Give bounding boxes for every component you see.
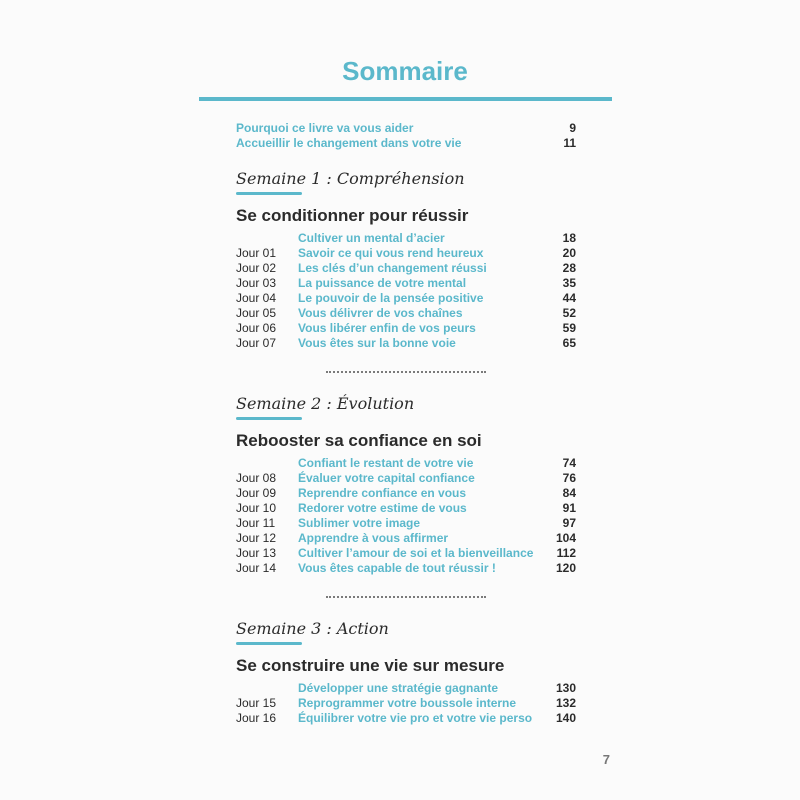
toc-row[interactable] — [236, 321, 576, 336]
title-underline — [199, 97, 612, 101]
week-heading-underline — [236, 192, 302, 195]
toc-row[interactable] — [236, 546, 576, 561]
toc-day: Jour 09 — [236, 486, 277, 500]
toc-row[interactable] — [236, 136, 576, 151]
toc-row[interactable] — [236, 561, 576, 576]
section-title: Se conditionner pour réussir — [236, 206, 469, 225]
toc-label: Équilibrer votre vie pro et votre vie perso — [298, 711, 533, 725]
toc-day: Jour 01 — [236, 246, 277, 260]
week-heading-underline — [236, 642, 302, 645]
toc-page: 112 — [556, 546, 576, 560]
toc-label: Vous êtes capable de tout réussir ! — [298, 561, 496, 575]
toc-page: 44 — [562, 291, 576, 305]
toc-page: 104 — [555, 531, 576, 545]
toc-row[interactable] — [236, 516, 576, 531]
toc-label: Développer une stratégie gagnante — [298, 681, 499, 695]
toc-page: 59 — [562, 321, 576, 335]
dotted-separator — [326, 596, 486, 598]
toc-day: Jour 06 — [236, 321, 277, 335]
toc-page: 120 — [555, 561, 576, 575]
toc-label: Apprendre à vous affirmer — [298, 531, 449, 545]
toc-day: Jour 10 — [236, 501, 277, 515]
toc-day: Jour 11 — [236, 516, 276, 530]
toc-day: Jour 02 — [236, 261, 277, 275]
toc-page: 35 — [562, 276, 576, 290]
week-heading: Semaine 2 : Évolution — [236, 394, 415, 413]
toc-row[interactable] — [236, 291, 576, 306]
toc-page: 18 — [562, 231, 576, 245]
toc-label: Le pouvoir de la pensée positive — [298, 291, 484, 305]
section-title: Se construire une vie sur mesure — [236, 656, 505, 675]
week-heading-underline — [236, 417, 302, 420]
toc-label: Accueillir le changement dans votre vie — [236, 136, 462, 150]
toc-label: Sublimer votre image — [298, 516, 421, 530]
toc-page: 140 — [555, 711, 576, 725]
toc-label: Redorer votre estime de vous — [298, 501, 467, 515]
toc-row[interactable] — [236, 711, 576, 726]
dotted-separator — [326, 371, 486, 373]
toc-day: Jour 03 — [236, 276, 277, 290]
toc-label: Les clés d’un changement réussi — [298, 261, 487, 275]
toc-page: 91 — [562, 501, 576, 515]
toc-page: 130 — [555, 681, 576, 695]
toc-page: 52 — [562, 306, 576, 320]
toc-day: Jour 12 — [236, 531, 277, 545]
toc-row[interactable] — [236, 231, 576, 246]
toc-label: Savoir ce qui vous rend heureux — [298, 246, 484, 260]
toc-row[interactable] — [236, 306, 576, 321]
toc-page: 28 — [562, 261, 576, 275]
toc-label: Reprendre confiance en vous — [298, 486, 467, 500]
toc-label: Pourquoi ce livre va vous aider — [236, 121, 414, 135]
toc-label: Vous délivrer de vos chaînes — [298, 306, 463, 320]
toc-row[interactable] — [236, 276, 576, 291]
toc-row[interactable] — [236, 681, 576, 696]
toc-page: 76 — [562, 471, 576, 485]
toc-day: Jour 05 — [236, 306, 277, 320]
toc-row[interactable] — [236, 696, 576, 711]
toc-row[interactable] — [236, 336, 576, 351]
toc-label: Évaluer votre capital confiance — [298, 471, 475, 485]
toc-page: 9 — [569, 121, 576, 135]
section-title: Rebooster sa confiance en soi — [236, 431, 482, 450]
toc-page: 11 — [563, 136, 576, 150]
toc-label: Cultiver un mental d’acier — [298, 231, 445, 245]
toc-day: Jour 07 — [236, 336, 277, 350]
toc-page: 132 — [555, 696, 576, 710]
toc-label: Reprogrammer votre boussole interne — [298, 696, 517, 710]
toc-day: Jour 04 — [236, 291, 277, 305]
toc-day: Jour 08 — [236, 471, 277, 485]
toc-label: Vous libérer enfin de vos peurs — [298, 321, 476, 335]
toc-row[interactable] — [236, 456, 576, 471]
toc-page: 97 — [562, 516, 576, 530]
week-heading: Semaine 3 : Action — [236, 619, 389, 638]
toc-page: 74 — [562, 456, 576, 470]
toc-page: 20 — [562, 246, 576, 260]
toc-page: 65 — [562, 336, 576, 350]
toc-day: Jour 15 — [236, 696, 277, 710]
toc-row[interactable] — [236, 121, 576, 136]
page-title: Sommaire — [342, 56, 468, 86]
toc-page: 84 — [562, 486, 576, 500]
week-heading: Semaine 1 : Compréhension — [236, 169, 465, 188]
toc-day: Jour 13 — [236, 546, 277, 560]
toc-label: Vous êtes sur la bonne voie — [298, 336, 456, 350]
toc-label: La puissance de votre mental — [298, 276, 467, 290]
toc-row[interactable] — [236, 486, 576, 501]
toc-row[interactable] — [236, 531, 576, 546]
toc-day: Jour 14 — [236, 561, 277, 575]
toc-day: Jour 16 — [236, 711, 277, 725]
toc-row[interactable] — [236, 261, 576, 276]
toc-row[interactable] — [236, 471, 576, 486]
toc-row[interactable] — [236, 501, 576, 516]
toc-label: Confiant le restant de votre vie — [298, 456, 474, 470]
page-number: 7 — [602, 752, 610, 767]
toc-label: Cultiver l’amour de soi et la bienveillance — [298, 546, 534, 560]
toc-row[interactable] — [236, 246, 576, 261]
